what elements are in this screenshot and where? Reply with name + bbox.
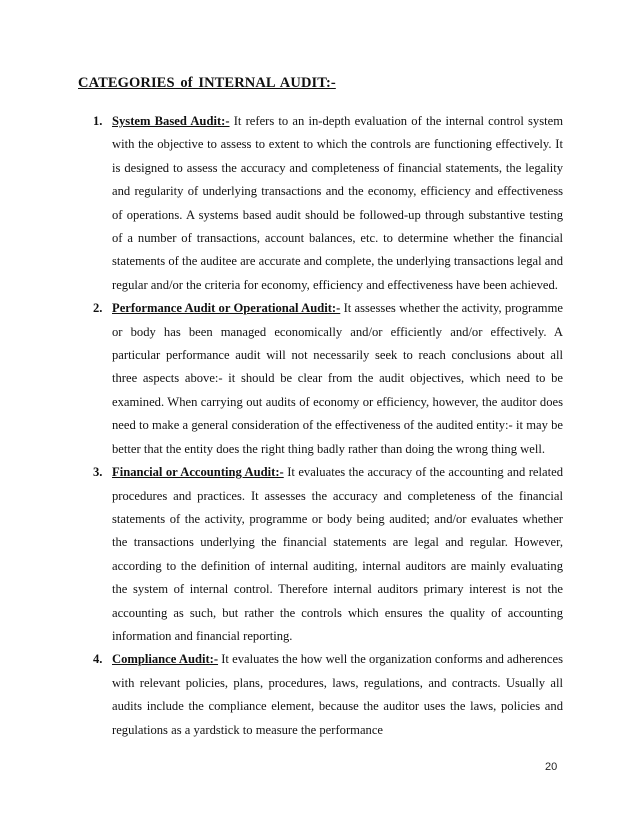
audit-categories-list	[93, 110, 563, 742]
list-item-system-based-audit	[93, 110, 563, 297]
list-item-financial-audit	[93, 461, 563, 648]
list-item-term: Compliance Audit:-	[112, 652, 219, 667]
list-item-text: It evaluates the how well the organization conforms and adherences with relevant policies, plans, procedures, laws, regulations, and contracts. Usually all audits include the compliance element, because the auditor uses the laws, policies and regulations as a yardstick to measure the performance	[112, 652, 563, 737]
list-item-text: It evaluates the accuracy of the accounting and related procedures and practices. It assesses the accuracy and completeness of the financial statements of the activity, programme or body being audited; and/or evaluates whether the transactions underlying the financial statements are legal and regular. However, according to the definition of internal auditing, internal auditors are mainly evaluating the system of internal control. Therefore internal auditors primary interest is not the accounting as such, but rather the controls which ensures the quality of accounting information and financial reporting.	[112, 465, 563, 643]
list-item-number: 2.	[93, 301, 103, 316]
section-heading: CATEGORIES of INTERNAL AUDIT:-	[78, 75, 336, 91]
list-item-number: 3.	[93, 465, 103, 480]
list-item-text: It refers to an in-depth evaluation of the internal control system with the objective to assess to extent to which the controls are functioning effectively. It is designed to assess the accuracy and completeness of financial statements, the legality and regularity of underlying transactions and the economy, efficiency and effectiveness of operations. A systems based audit should be followed-up through substantive testing of a number of transactions, account balances, etc. to determine whether the financial statements of the auditee are accurate and complete, the underlying transactions legal and regular and/or the criteria for economy, efficiency and effectiveness have been achieved.	[112, 114, 564, 292]
list-item-text: It assesses whether the activity, programme or body has been managed economically and/or efficiently and/or effectively. A particular performance audit will not necessarily seek to reach conclusions about all three aspects above:- it should be clear from the audit objectives, which need to be examined. When carrying out audits of economy or efficiency, however, the auditor does need to make a general consideration of the effectiveness of the audited entity:- it may be better that the entity does the right thing badly rather than doing the wrong thing well.	[112, 301, 563, 456]
list-item-compliance-audit	[93, 648, 563, 742]
list-item-number: 4.	[93, 652, 103, 667]
list-item-term: Performance Audit or Operational Audit:-	[112, 301, 341, 316]
list-item-performance-audit	[93, 297, 563, 461]
list-item-term: Financial or Accounting Audit:-	[112, 465, 284, 480]
page-number: 20	[545, 761, 558, 773]
list-item-number: 1.	[93, 114, 103, 128]
list-item-term: System Based Audit:-	[112, 114, 230, 128]
